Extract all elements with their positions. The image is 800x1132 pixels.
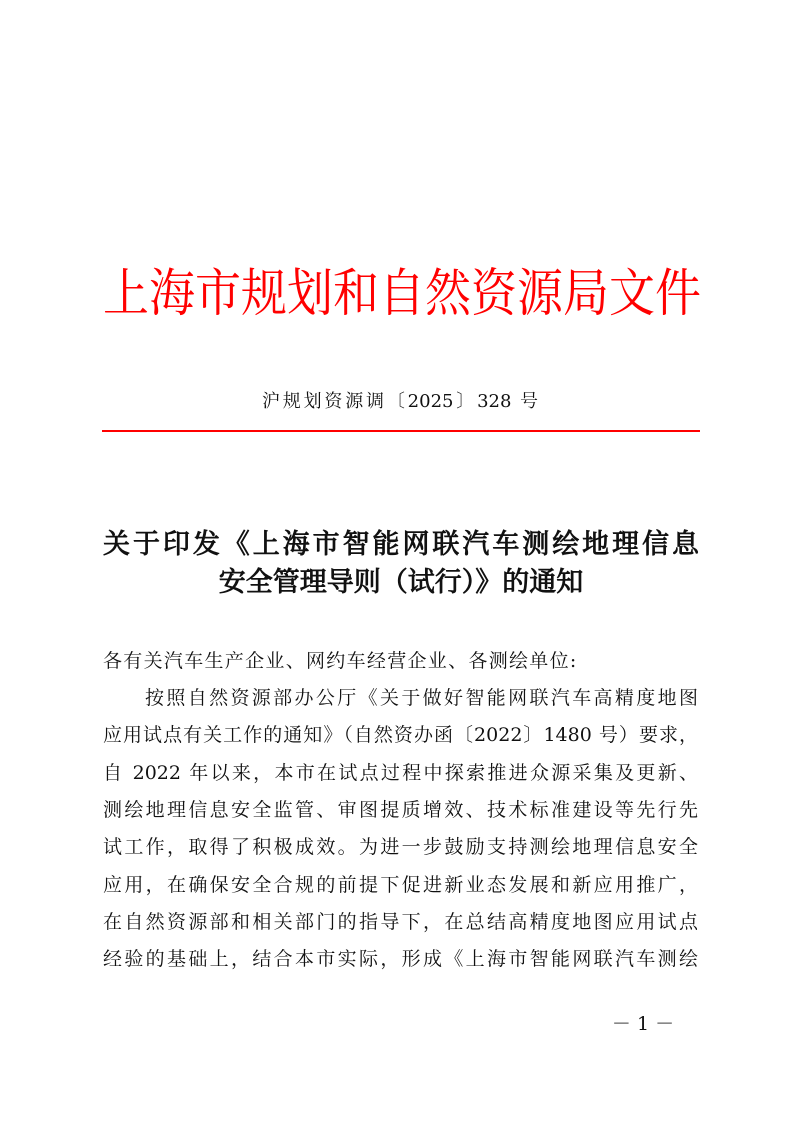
notice-title-line-1: 关于印发《上海市智能网联汽车测绘地理信息	[103, 529, 699, 560]
notice-title-line-2: 安全管理导则（试行）》的通知	[218, 567, 584, 598]
issuing-authority-header: 上海市规划和自然资源局文件	[103, 262, 701, 324]
body-paragraph-line: 应用试点有关工作的通知》（自然资办函〔2022〕1480 号）要求，	[103, 724, 698, 746]
red-separator-rule	[102, 430, 700, 432]
body-paragraph-line: 测绘地理信息安全监管、审图提质增效、技术标准建设等先行先	[103, 799, 698, 821]
body-paragraph-line: 在自然资源部和相关部门的指导下，在总结高精度地图应用试点	[103, 911, 698, 933]
body-paragraph-line: 自 2022 年以来，本市在试点过程中探索推进众源采集及更新、	[103, 762, 698, 784]
page-number: － 1 －	[611, 1013, 675, 1035]
body-paragraph-line: 试工作，取得了积极成效。为进一步鼓励支持测绘地理信息安全	[103, 836, 698, 858]
body-paragraph-line: 按照自然资源部办公厅《关于做好智能网联汽车高精度地图	[145, 687, 698, 709]
salutation: 各有关汽车生产企业、网约车经营企业、各测绘单位:	[103, 650, 578, 672]
body-paragraph-line: 经验的基础上，结合本市实际，形成《上海市智能网联汽车测绘	[103, 948, 698, 970]
document-number: 沪规划资源调〔2025〕328 号	[262, 391, 538, 412]
body-paragraph-line: 应用，在确保安全合规的前提下促进新业态发展和新应用推广，	[103, 874, 698, 896]
